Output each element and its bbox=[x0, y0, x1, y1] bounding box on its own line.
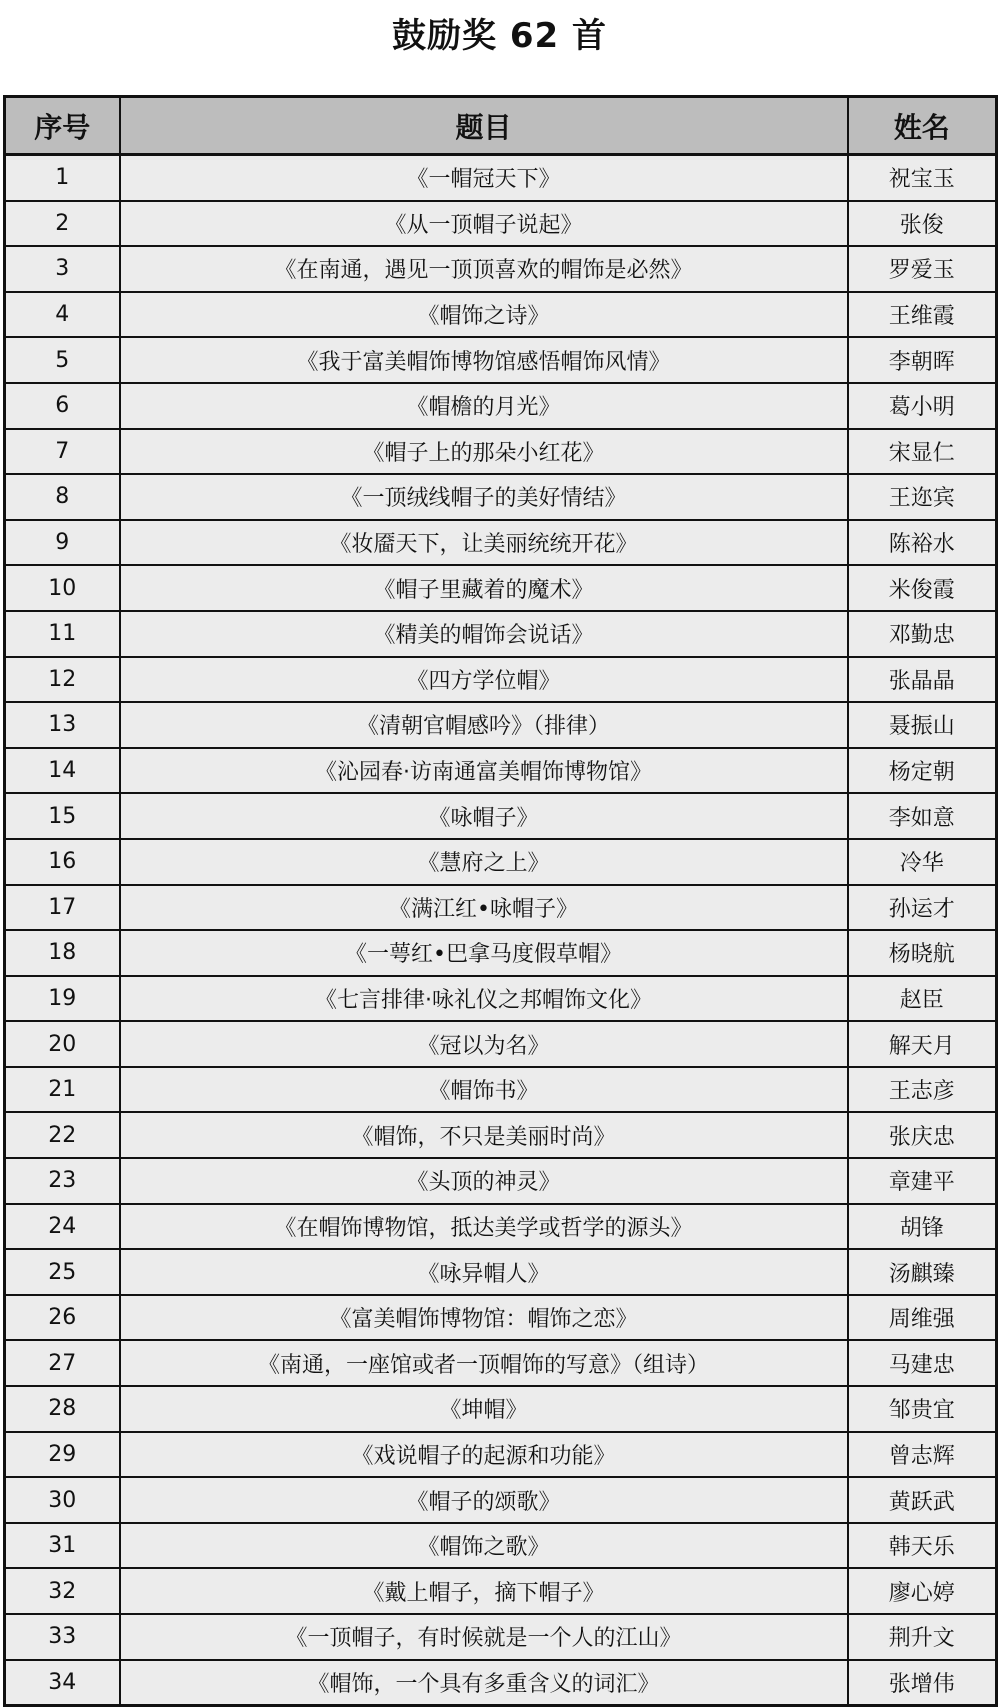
cell-title: 《妆靥天下，让美丽统统开花》 bbox=[120, 520, 848, 566]
cell-number: 7 bbox=[5, 429, 120, 475]
cell-author-name: 韩天乐 bbox=[848, 1523, 997, 1569]
cell-number: 14 bbox=[5, 748, 120, 794]
cell-number: 29 bbox=[5, 1432, 120, 1478]
table-header-row bbox=[5, 97, 997, 155]
cell-author-name: 汤麒臻 bbox=[848, 1249, 997, 1295]
cell-author-name: 胡锋 bbox=[848, 1204, 997, 1250]
table-row bbox=[5, 155, 997, 201]
cell-number: 31 bbox=[5, 1523, 120, 1569]
cell-number: 24 bbox=[5, 1204, 120, 1250]
cell-author-name: 周维强 bbox=[848, 1295, 997, 1341]
table-row bbox=[5, 383, 997, 429]
cell-title: 《在南通，遇见一顶顶喜欢的帽饰是必然》 bbox=[120, 246, 848, 292]
cell-author-name: 王维霞 bbox=[848, 292, 997, 338]
table-row bbox=[5, 885, 997, 931]
cell-number: 8 bbox=[5, 474, 120, 520]
cell-title: 《帽饰之诗》 bbox=[120, 292, 848, 338]
table-row bbox=[5, 1386, 997, 1432]
cell-title: 《沁园春·访南通富美帽饰博物馆》 bbox=[120, 748, 848, 794]
cell-number: 25 bbox=[5, 1249, 120, 1295]
cell-title: 《戏说帽子的起源和功能》 bbox=[120, 1432, 848, 1478]
cell-author-name: 王迩宾 bbox=[848, 474, 997, 520]
cell-number: 2 bbox=[5, 201, 120, 247]
cell-title: 《一顶帽子，有时候就是一个人的江山》 bbox=[120, 1614, 848, 1660]
table-row bbox=[5, 1295, 997, 1341]
cell-number: 5 bbox=[5, 337, 120, 383]
cell-number: 28 bbox=[5, 1386, 120, 1432]
cell-number: 30 bbox=[5, 1477, 120, 1523]
cell-author-name: 李如意 bbox=[848, 793, 997, 839]
cell-author-name: 邓勤忠 bbox=[848, 611, 997, 657]
cell-title: 《帽子上的那朵小红花》 bbox=[120, 429, 848, 475]
cell-title: 《帽饰之歌》 bbox=[120, 1523, 848, 1569]
cell-author-name: 邹贵宜 bbox=[848, 1386, 997, 1432]
cell-author-name: 孙运才 bbox=[848, 885, 997, 931]
table-row bbox=[5, 1067, 997, 1113]
cell-title: 《富美帽饰博物馆：帽饰之恋》 bbox=[120, 1295, 848, 1341]
cell-author-name: 赵臣 bbox=[848, 976, 997, 1022]
cell-author-name: 王志彦 bbox=[848, 1067, 997, 1113]
cell-title: 《帽子的颂歌》 bbox=[120, 1477, 848, 1523]
table-row bbox=[5, 793, 997, 839]
cell-author-name: 聂振山 bbox=[848, 702, 997, 748]
cell-number: 34 bbox=[5, 1660, 120, 1706]
cell-number: 11 bbox=[5, 611, 120, 657]
cell-title: 《帽饰，一个具有多重含义的词汇》 bbox=[120, 1660, 848, 1706]
cell-number: 10 bbox=[5, 565, 120, 611]
cell-title: 《我于富美帽饰博物馆感悟帽饰风情》 bbox=[120, 337, 848, 383]
cell-number: 3 bbox=[5, 246, 120, 292]
cell-number: 4 bbox=[5, 292, 120, 338]
table-row bbox=[5, 1340, 997, 1386]
cell-title: 《帽子里藏着的魔术》 bbox=[120, 565, 848, 611]
cell-title: 《帽饰书》 bbox=[120, 1067, 848, 1113]
column-header-name: 姓名 bbox=[848, 97, 997, 155]
table-row bbox=[5, 1112, 997, 1158]
column-header-number: 序号 bbox=[5, 97, 120, 155]
cell-author-name: 陈裕水 bbox=[848, 520, 997, 566]
table-row bbox=[5, 930, 997, 976]
table-row bbox=[5, 748, 997, 794]
cell-author-name: 黄跃武 bbox=[848, 1477, 997, 1523]
table-row bbox=[5, 611, 997, 657]
cell-title: 《一萼红•巴拿马度假草帽》 bbox=[120, 930, 848, 976]
table-row bbox=[5, 292, 997, 338]
cell-title: 《一帽冠天下》 bbox=[120, 155, 848, 201]
table-body bbox=[5, 155, 997, 1706]
table-row bbox=[5, 337, 997, 383]
cell-title: 《帽檐的月光》 bbox=[120, 383, 848, 429]
table-row bbox=[5, 429, 997, 475]
cell-author-name: 李朝晖 bbox=[848, 337, 997, 383]
cell-author-name: 祝宝玉 bbox=[848, 155, 997, 201]
cell-number: 9 bbox=[5, 520, 120, 566]
cell-number: 19 bbox=[5, 976, 120, 1022]
column-header-title: 题目 bbox=[120, 97, 848, 155]
table-row bbox=[5, 1432, 997, 1478]
table-row bbox=[5, 246, 997, 292]
cell-number: 18 bbox=[5, 930, 120, 976]
cell-number: 26 bbox=[5, 1295, 120, 1341]
cell-title: 《南通，一座馆或者一顶帽饰的写意》（组诗） bbox=[120, 1340, 848, 1386]
cell-author-name: 张俊 bbox=[848, 201, 997, 247]
table-row bbox=[5, 976, 997, 1022]
cell-title: 《咏帽子》 bbox=[120, 793, 848, 839]
cell-author-name: 杨晓航 bbox=[848, 930, 997, 976]
table-row bbox=[5, 1568, 997, 1614]
cell-author-name: 荆升文 bbox=[848, 1614, 997, 1660]
table-row bbox=[5, 565, 997, 611]
cell-title: 《在帽饰博物馆，抵达美学或哲学的源头》 bbox=[120, 1204, 848, 1250]
award-table bbox=[3, 95, 998, 1707]
cell-number: 22 bbox=[5, 1112, 120, 1158]
cell-title: 《冠以为名》 bbox=[120, 1021, 848, 1067]
table-row bbox=[5, 1158, 997, 1204]
table-row bbox=[5, 839, 997, 885]
cell-title: 《慧府之上》 bbox=[120, 839, 848, 885]
cell-author-name: 米俊霞 bbox=[848, 565, 997, 611]
cell-number: 21 bbox=[5, 1067, 120, 1113]
cell-title: 《满江红•咏帽子》 bbox=[120, 885, 848, 931]
cell-number: 13 bbox=[5, 702, 120, 748]
cell-title: 《坤帽》 bbox=[120, 1386, 848, 1432]
cell-author-name: 章建平 bbox=[848, 1158, 997, 1204]
table-row bbox=[5, 1204, 997, 1250]
cell-author-name: 罗爱玉 bbox=[848, 246, 997, 292]
table-row bbox=[5, 1660, 997, 1706]
cell-number: 6 bbox=[5, 383, 120, 429]
table-row bbox=[5, 1477, 997, 1523]
cell-number: 20 bbox=[5, 1021, 120, 1067]
table-row bbox=[5, 1614, 997, 1660]
cell-author-name: 葛小明 bbox=[848, 383, 997, 429]
cell-author-name: 宋显仁 bbox=[848, 429, 997, 475]
table-row bbox=[5, 201, 997, 247]
cell-number: 12 bbox=[5, 657, 120, 703]
cell-author-name: 马建忠 bbox=[848, 1340, 997, 1386]
cell-author-name: 冷华 bbox=[848, 839, 997, 885]
cell-author-name: 廖心婷 bbox=[848, 1568, 997, 1614]
table-row bbox=[5, 474, 997, 520]
table-row bbox=[5, 520, 997, 566]
cell-title: 《四方学位帽》 bbox=[120, 657, 848, 703]
table-row bbox=[5, 1021, 997, 1067]
cell-title: 《头顶的神灵》 bbox=[120, 1158, 848, 1204]
cell-title: 《精美的帽饰会说话》 bbox=[120, 611, 848, 657]
table-row bbox=[5, 657, 997, 703]
cell-author-name: 曾志辉 bbox=[848, 1432, 997, 1478]
cell-number: 15 bbox=[5, 793, 120, 839]
cell-title: 《清朝官帽感吟》（排律） bbox=[120, 702, 848, 748]
cell-title: 《戴上帽子，摘下帽子》 bbox=[120, 1568, 848, 1614]
table-row bbox=[5, 1249, 997, 1295]
cell-number: 17 bbox=[5, 885, 120, 931]
cell-number: 27 bbox=[5, 1340, 120, 1386]
cell-author-name: 杨定朝 bbox=[848, 748, 997, 794]
cell-title: 《七言排律·咏礼仪之邦帽饰文化》 bbox=[120, 976, 848, 1022]
cell-author-name: 解天月 bbox=[848, 1021, 997, 1067]
cell-title: 《一顶绒线帽子的美好情结》 bbox=[120, 474, 848, 520]
cell-number: 1 bbox=[5, 155, 120, 201]
table-row bbox=[5, 1523, 997, 1569]
cell-number: 32 bbox=[5, 1568, 120, 1614]
cell-author-name: 张庆忠 bbox=[848, 1112, 997, 1158]
cell-title: 《帽饰，不只是美丽时尚》 bbox=[120, 1112, 848, 1158]
cell-title: 《从一顶帽子说起》 bbox=[120, 201, 848, 247]
cell-number: 23 bbox=[5, 1158, 120, 1204]
cell-title: 《咏异帽人》 bbox=[120, 1249, 848, 1295]
cell-author-name: 张晶晶 bbox=[848, 657, 997, 703]
table-row bbox=[5, 702, 997, 748]
cell-number: 16 bbox=[5, 839, 120, 885]
page-title: 鼓励奖 62 首 bbox=[392, 16, 607, 56]
cell-author-name: 张增伟 bbox=[848, 1660, 997, 1706]
cell-number: 33 bbox=[5, 1614, 120, 1660]
